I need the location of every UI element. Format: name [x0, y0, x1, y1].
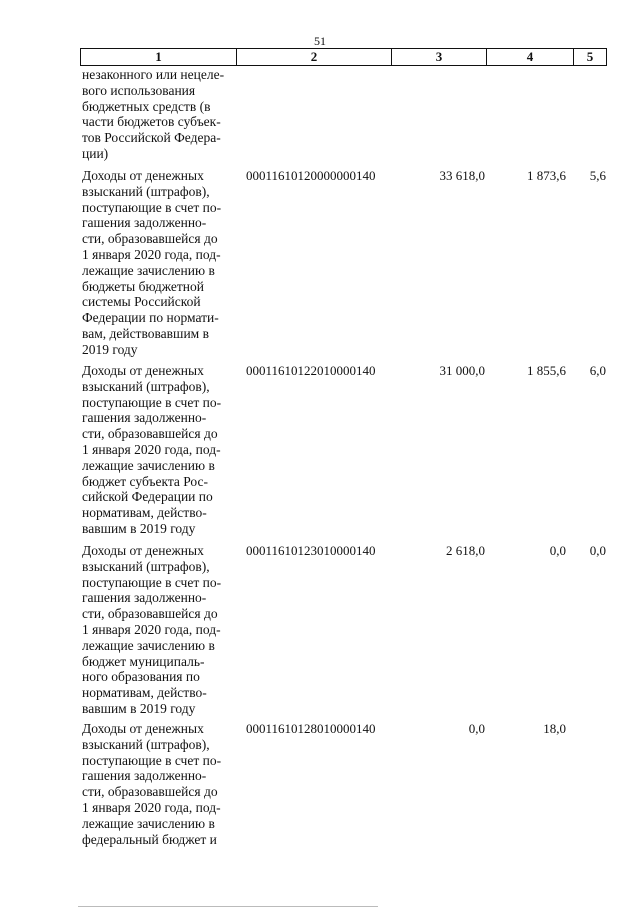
row-value-col4: 1 855,6: [527, 363, 566, 378]
page-number: 51: [314, 34, 326, 48]
row-value-col4: 0,0: [549, 543, 566, 558]
row-value-col3: 33 618,0: [439, 168, 485, 183]
row-value-col3: 0,0: [468, 721, 485, 736]
column-header-5: 5: [586, 49, 594, 64]
row-description: Доходы от денежных взысканий (штрафов), поступающие в счет по- гашения задолженно- сти, образовавшейся до 1 января 2020 года, под- лежащие зачислению в федеральный бюджет и: [82, 721, 222, 847]
row-description: Доходы от денежных взысканий (штрафов), поступающие в счет по- гашения задолженно- сти, образовавшейся до 1 января 2020 года, под- лежащие зачислению в бюджет муниципаль- ного образования по нормативам, действо- вавшим в 2019 году: [82, 543, 222, 716]
row-description: незаконного или нецеле- вого использования бюджетных средств (в части бюджетов субъек- тов Российской Федера- ции): [82, 67, 225, 161]
column-header-2: 2: [237, 49, 392, 65]
row-code: 00011610123010000140: [246, 543, 376, 558]
table-header: [80, 48, 607, 66]
column-header-3: 3: [392, 49, 487, 65]
row-code: 00011610122010000140: [246, 363, 376, 378]
row-value-col4: 18,0: [543, 721, 566, 736]
row-value-col3: 31 000,0: [439, 363, 485, 378]
scan-artifact-line: [78, 906, 378, 907]
column-header-1: 1: [81, 49, 237, 65]
row-code: 00011610120000000140: [246, 168, 376, 183]
row-description: Доходы от денежных взысканий (штрафов), поступающие в счет по- гашения задолженно- сти, образовавшейся до 1 января 2020 года, под- лежащие зачислению в бюджет субъекта Рос- сийской Федерации по нормативам, действо- вавшим в 2019 году: [82, 363, 222, 536]
row-value-col5: 0,0: [589, 543, 606, 558]
column-header-4: 4: [487, 49, 574, 65]
row-value-col3: 2 618,0: [446, 543, 485, 558]
row-value-col5: 5,6: [589, 168, 606, 183]
row-code: 00011610128010000140: [246, 721, 376, 736]
row-value-col4: 1 873,6: [527, 168, 566, 183]
row-value-col5: 6,0: [589, 363, 606, 378]
row-description: Доходы от денежных взысканий (штрафов), поступающие в счет по- гашения задолженно- сти, образовавшейся до 1 января 2020 года, под- лежащие зачислению в бюджеты бюджетной системы Российской Федерации по нормати- вам, действовавшим в 2019 году: [82, 168, 222, 357]
